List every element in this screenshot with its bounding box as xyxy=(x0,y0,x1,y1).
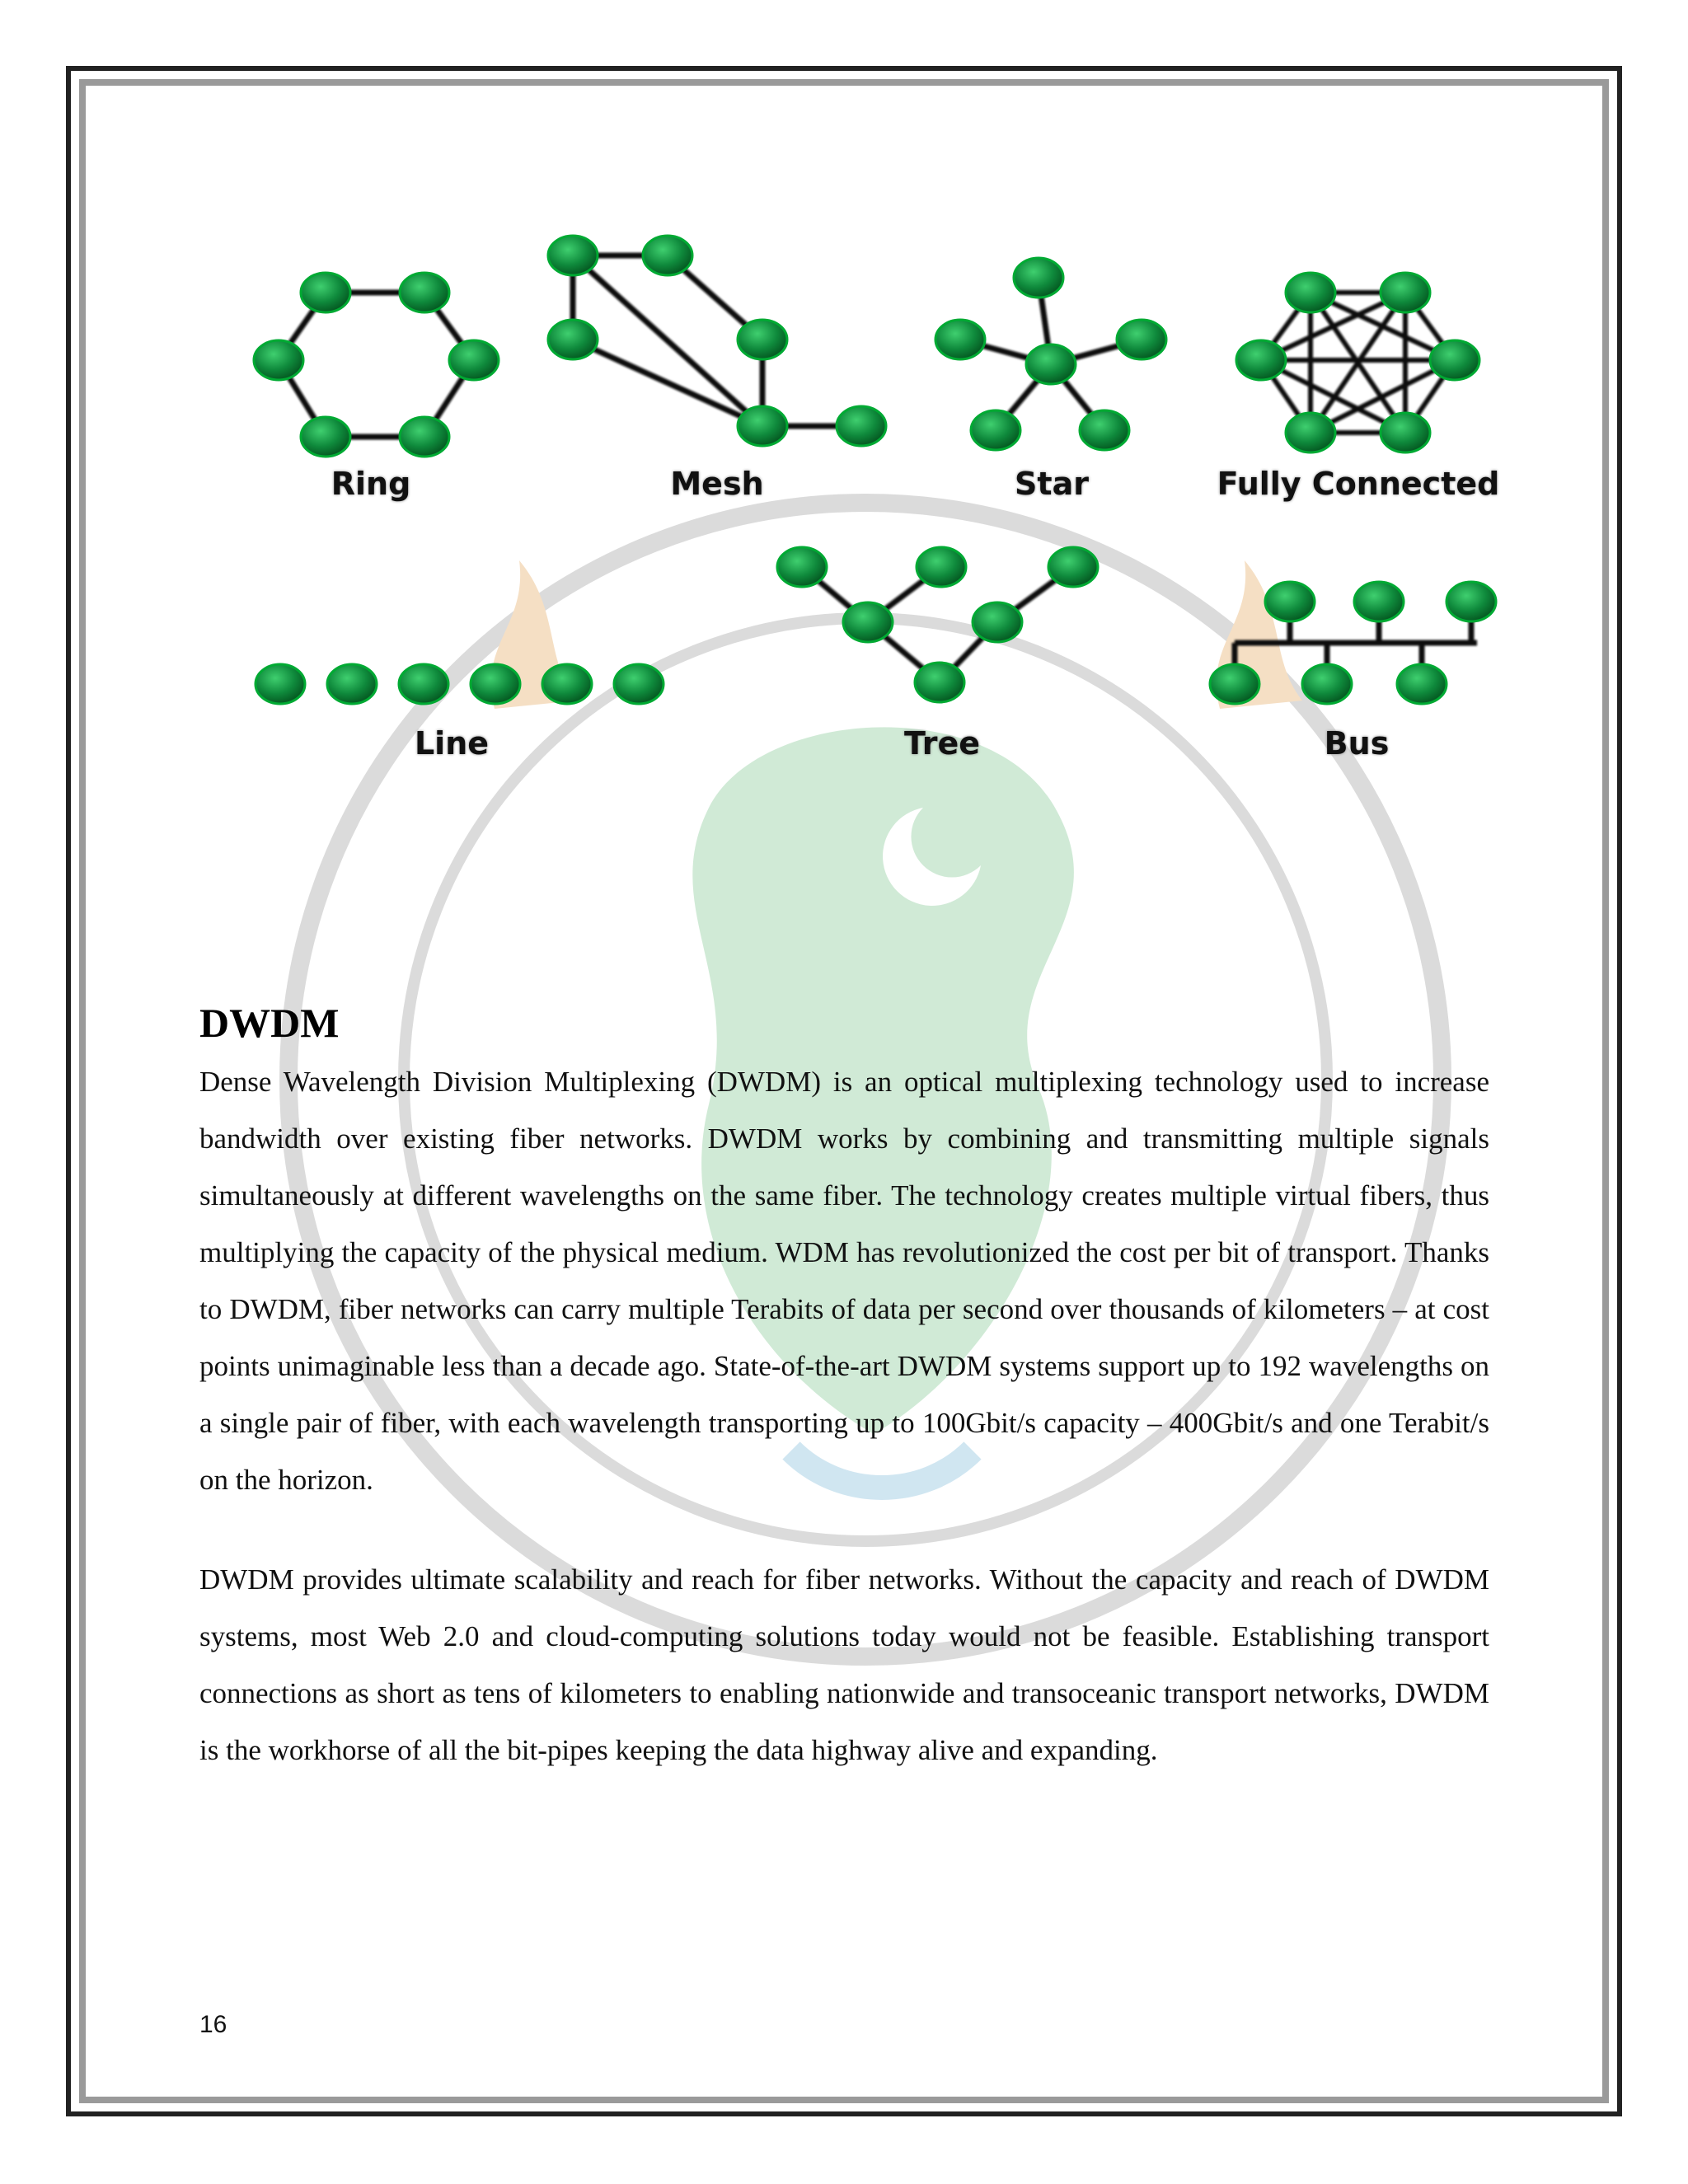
line-node xyxy=(399,664,448,704)
bus-node xyxy=(1397,664,1447,704)
line-node xyxy=(542,664,592,704)
ring-node xyxy=(254,340,303,380)
mesh-label: Mesh xyxy=(670,466,764,502)
mesh-topology xyxy=(573,255,861,426)
mesh-node xyxy=(548,236,598,275)
star-node xyxy=(935,320,985,359)
line-label: Line xyxy=(414,725,490,762)
section-heading: DWDM xyxy=(199,1000,340,1046)
star-node xyxy=(1080,410,1129,450)
line-node xyxy=(614,664,663,704)
star-node xyxy=(1014,258,1063,298)
fully-connected-topology xyxy=(1261,293,1455,433)
fully-connected-node xyxy=(1286,273,1335,312)
line-node xyxy=(256,664,305,704)
paragraph: DWDM provides ultimate scalability and reach for fiber networks. Without the capacity and reach of DWDM systems, most Web 2.0 and cloud-computing solutions today would not be feasible. Establishing transport connections as short as tens of kilometers to enabling nationwide and transoceanic transport networks, DWDM is the workhorse of all the bit-pipes keeping the data highway alive and expanding. xyxy=(199,1563,1489,1766)
fully-connected-node xyxy=(1381,273,1430,312)
bus-node xyxy=(1447,582,1496,621)
ring-node xyxy=(301,273,350,312)
ring-node xyxy=(449,340,499,380)
fully-connected-node xyxy=(1286,413,1335,452)
fully-connected-node xyxy=(1236,340,1286,380)
ring-label: Ring xyxy=(331,466,411,502)
tree-root-node xyxy=(915,663,964,702)
network-topology-diagram xyxy=(231,214,1533,775)
bus-node xyxy=(1210,664,1259,704)
bus-node xyxy=(1265,582,1315,621)
ring-node xyxy=(400,417,449,457)
paragraph: Dense Wavelength Division Multiplexing (DWDM) is an optical multiplexing technology used to increase bandwidth over existing fiber networks. DWDM works by combining and transmitting multiple signals simultaneously at different wavelengths on the same fiber. The technology creates multiple virtual fibers, thus multiplying the capacity of the physical medium. WDM has revolutionized the cost per bit of transport. Thanks to DWDM, fiber networks can carry multiple Terabits of data per second over thousands of kilometers – at cost points unimaginable less than a decade ago. State-of-the-art DWDM systems support up to 192 wavelengths on a single pair of fiber, with each wavelength transporting up to 100Gbit/s capacity – 400Gbit/s and one Terabit/s on the horizon. xyxy=(199,1066,1489,1496)
mesh-node xyxy=(738,320,787,359)
mesh-node xyxy=(837,406,886,446)
ring-topology xyxy=(279,293,474,437)
ring-node xyxy=(301,417,350,457)
tree-node xyxy=(917,547,966,587)
dwdm-section xyxy=(199,997,1489,1779)
fully-connected-node xyxy=(1430,340,1479,380)
ring-node xyxy=(400,273,449,312)
tree-node xyxy=(843,602,893,642)
tree-node xyxy=(973,602,1022,642)
line-node xyxy=(471,664,520,704)
tree-node xyxy=(777,547,827,587)
mesh-node xyxy=(738,406,787,446)
fully-connected-label: Fully Connected xyxy=(1217,466,1500,502)
mesh-node xyxy=(548,320,598,359)
mesh-node xyxy=(643,236,692,275)
star-hub-node xyxy=(1026,344,1076,384)
line-node xyxy=(327,664,377,704)
fully-connected-node xyxy=(1381,413,1430,452)
page-number: 16 xyxy=(199,2011,227,2038)
bus-label: Bus xyxy=(1324,725,1390,762)
star-node xyxy=(1117,320,1166,359)
tree-label: Tree xyxy=(903,725,981,762)
bus-node xyxy=(1302,664,1352,704)
star-label: Star xyxy=(1015,466,1089,502)
star-node xyxy=(971,410,1020,450)
tree-node xyxy=(1048,547,1098,587)
bus-node xyxy=(1354,582,1404,621)
